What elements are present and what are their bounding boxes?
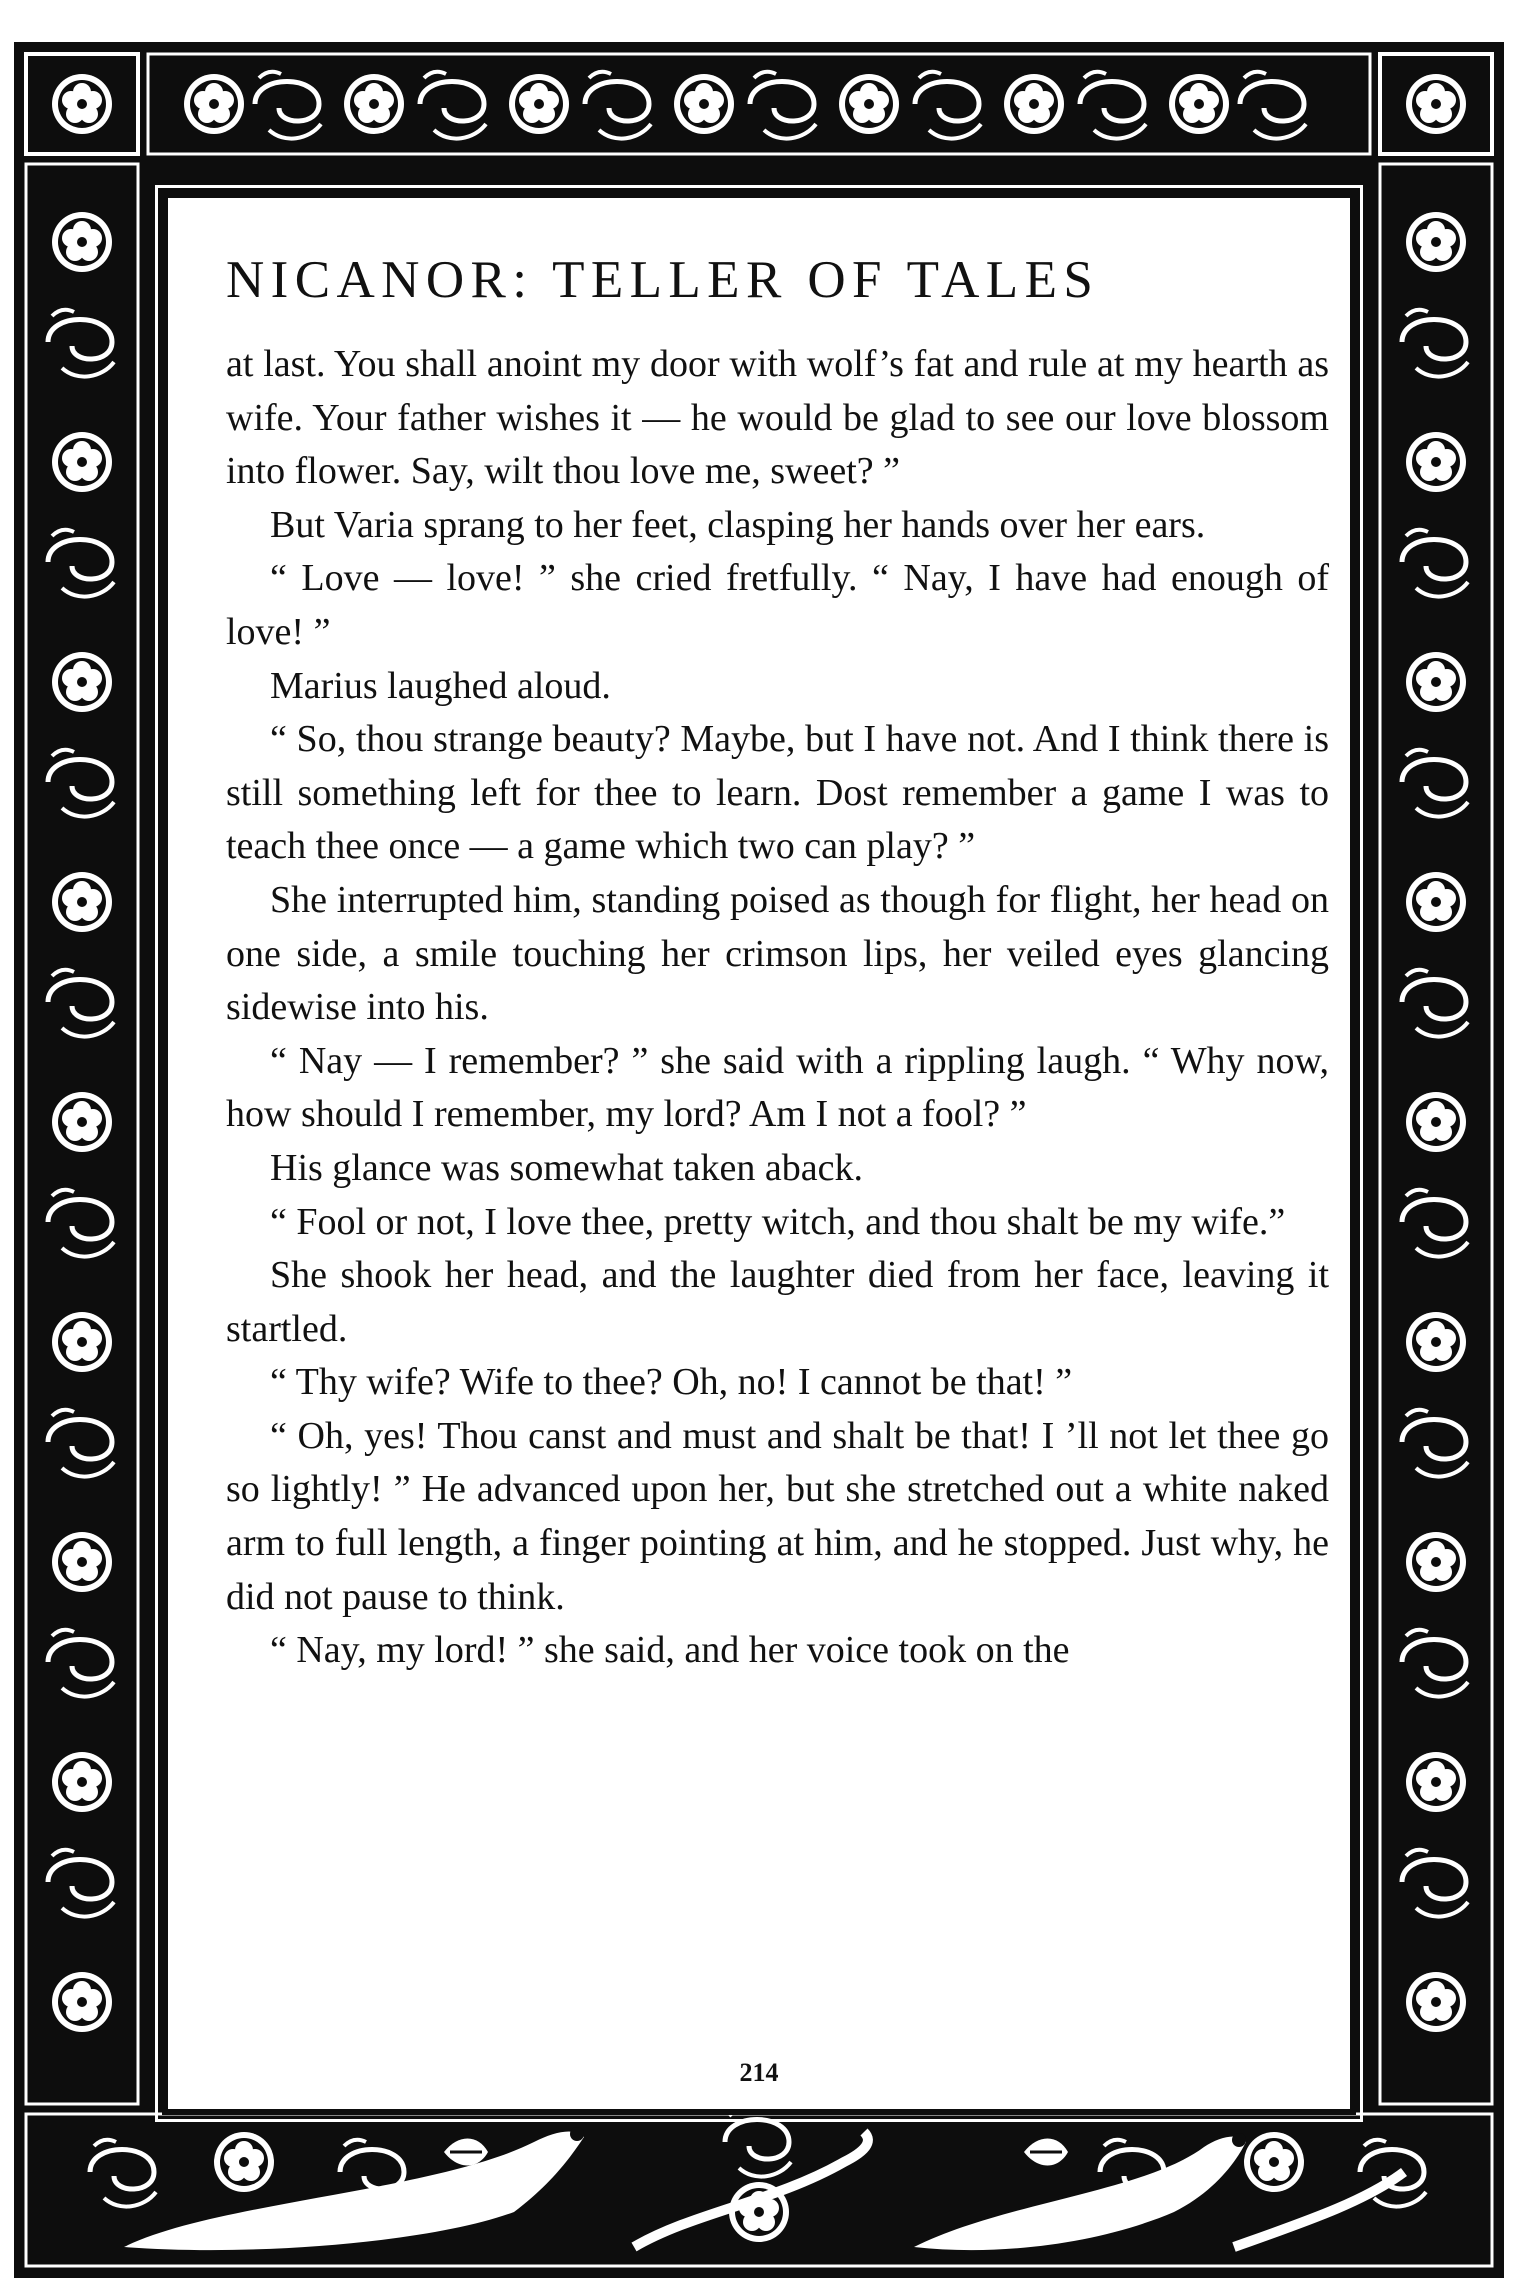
ornamental-border-frame bbox=[14, 42, 1504, 2278]
running-head: NICANOR: TELLER OF TALES bbox=[226, 251, 1100, 309]
page-number: 214 bbox=[739, 2058, 779, 2087]
paragraph: She interrupted him, standing poised as though for flight, her head on one side, a smile touching her crimson lips, her veiled eyes glancing sidewise into his. bbox=[226, 878, 1329, 1029]
paragraph: “ Thy wife? Wife to thee? Oh, no! I cannot be that! ” bbox=[270, 1361, 1073, 1404]
paragraph: “ Oh, yes! Thou canst and must and shalt be that! I ’ll not let thee go so lightly! ” He advanced upon her, but she stretched out a white naked arm to full length, a finger pointing at him, and he stopped. Just why, he did not pause to think. bbox=[226, 1414, 1329, 1618]
paragraph: “ Love — love! ” she cried fretfully. “ Nay, I have had enough of love! ” bbox=[226, 557, 1329, 653]
text-panel bbox=[162, 192, 1356, 2115]
paragraph: His glance was somewhat taken aback. bbox=[270, 1146, 864, 1189]
paragraph: “ Fool or not, I love thee, pretty witch, and thou shalt be my wife.” bbox=[270, 1200, 1286, 1243]
paragraph: Marius laughed aloud. bbox=[270, 664, 611, 707]
paragraph: at last. You shall anoint my door with wolf’s fat and rule at my hearth as wife. Your father wishes it — he would be glad to see our love blossom into flower. Say, wilt thou love me, sweet? ” bbox=[226, 343, 1329, 493]
paragraph: “ Nay, my lord! ” she said, and her voice took on the bbox=[270, 1629, 1070, 1672]
paragraph: But Varia sprang to her feet, clasping her hands over her ears. bbox=[270, 503, 1206, 546]
paragraph: “ So, thou strange beauty? Maybe, but I have not. And I think there is still something left for thee to learn. Dost remember a game I was to teach thee once — a game which two can play? ” bbox=[226, 718, 1329, 868]
paragraph: “ Nay — I remember? ” she said with a rippling laugh. “ Why now, how should I remember, my lord? Am I not a fool? ” bbox=[226, 1039, 1329, 1136]
paragraph: She shook her head, and the laughter died from her face, leaving it startled. bbox=[226, 1254, 1329, 1350]
body-text bbox=[226, 338, 1329, 1678]
